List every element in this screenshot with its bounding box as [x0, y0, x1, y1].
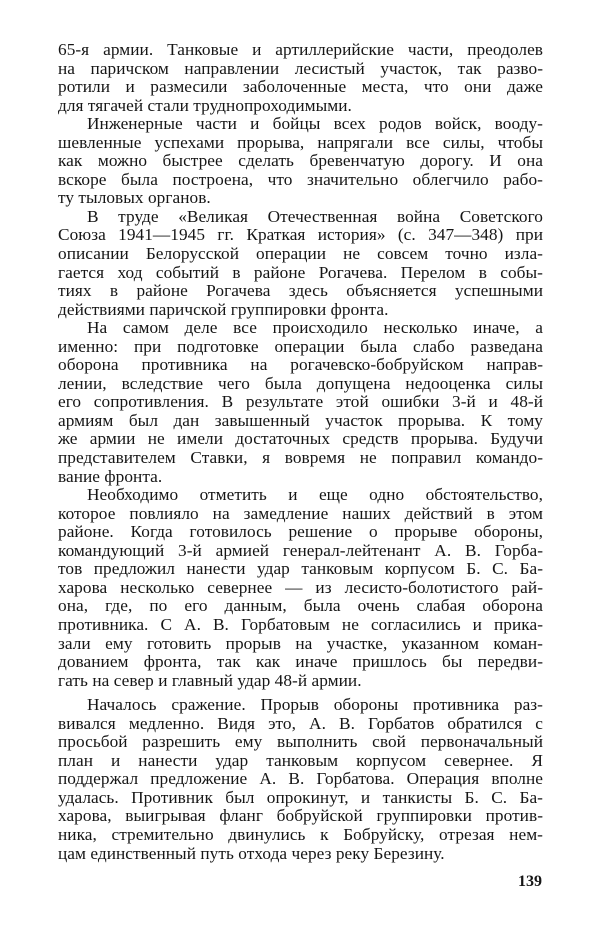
text-line: для тягачей стали труднопроходимыми. — [58, 95, 352, 115]
text-line: представителем Ставки, я вовремя не поправил командо- — [58, 448, 543, 468]
text-line: поддержал предложение А. В. Горбатова. Операция вполне — [58, 769, 543, 789]
paragraph — [58, 41, 543, 115]
text-line: просьбой разрешить ему выполнить свой первоначальный — [58, 732, 543, 752]
text-line: Необходимо отметить и еще одно обстоятельство, — [87, 485, 543, 505]
text-line: армиям был дан завышенный участок прорыва. К тому — [58, 410, 543, 430]
paragraph — [58, 208, 543, 319]
paragraph — [58, 115, 543, 208]
text-line: она, где, по его данным, была очень слабая оборона — [58, 596, 543, 616]
text-line: Инженерные части и бойцы всех родов войск, вооду- — [87, 114, 543, 134]
text-line: гать на север и главный удар 48-й армии. — [58, 670, 362, 690]
text-line: ротили и размесили заболоченные места, что они даже — [58, 77, 543, 97]
text-line: ту тыловых органов. — [58, 188, 211, 208]
text-line: вивался медленно. Видя это, А. В. Горбатов обратился с — [58, 713, 543, 733]
text-line: Союза 1941—1945 гг. Краткая история» (с. 347—348) при — [58, 225, 543, 245]
text-line: дованием фронта, так как иначе пришлось бы передви- — [58, 652, 543, 672]
paragraph — [58, 319, 543, 486]
text-line: план и нанести удар танковым корпусом севернее. Я — [58, 750, 543, 770]
text-line: описании Белорусской операции не совсем точно изла- — [58, 244, 543, 264]
text-line: харова, выигрывая фланг бобруйской группировки против- — [58, 806, 543, 826]
paragraph — [58, 486, 543, 690]
text-line: же армии не имели достаточных средств прорыва. Будучи — [58, 429, 543, 449]
text-line: зали ему готовить прорыв на участке, указанном коман- — [58, 633, 543, 653]
text-line: противника. С А. В. Горбатовым не согласились и прика- — [58, 614, 543, 634]
text-line: 65-я армии. Танковые и артиллерийские части, преодолев — [58, 40, 543, 59]
text-line: Началось сражение. Прорыв обороны противника раз- — [87, 695, 543, 715]
paragraph — [58, 696, 543, 863]
text-line: гается ход событий в районе Рогачева. Перелом в собы- — [58, 262, 543, 282]
text-line: командующий 3-й армией генерал-лейтенант А. В. Горба- — [58, 540, 543, 560]
text-line: шевленные успехами прорыва, напрягали все силы, чтобы — [58, 132, 543, 152]
text-line: районе. Когда готовилось решение о прорыве обороны, — [58, 522, 543, 542]
text-line: оборона противника на рогачевско-бобруйском направ- — [58, 355, 543, 375]
text-line: на паричском направлении лесистый участок, так разво- — [58, 58, 543, 78]
text-line: В труде «Великая Отечественная война Советского — [87, 206, 543, 226]
text-line: харова несколько севернее — из лесисто-болотистого рай- — [58, 577, 543, 597]
text-line: На самом деле все происходило несколько иначе, а — [87, 318, 543, 338]
text-line: удалась. Противник был опрокинут, и танкисты Б. С. Ба- — [58, 787, 543, 807]
text-line: именно: при подготовке операции была слабо разведана — [58, 336, 543, 356]
text-line: лении, вследствие чего была допущена недооценка силы — [58, 373, 543, 393]
text-line: действиями паричской группировки фронта. — [58, 299, 389, 319]
text-line: ника, стремительно двинулись к Бобруйску, отрезая нем- — [58, 824, 543, 844]
body-text — [58, 41, 543, 863]
page-number: 139 — [518, 873, 542, 890]
text-line: вание фронта. — [58, 466, 163, 486]
text-line: вскоре была построена, что значительно облегчило рабо- — [58, 169, 543, 189]
text-line: цам единственный путь отхода через реку Березину. — [58, 843, 445, 863]
text-line: тов предложил нанести удар танковым корпусом Б. С. Ба- — [58, 559, 543, 579]
text-line: которое повлияло на замедление наших действий в этом — [58, 503, 543, 523]
text-line: его сопротивления. В результате этой ошибки 3-й и 48-й — [58, 392, 543, 412]
text-line: как можно быстрее сделать бревенчатую дорогу. И она — [58, 151, 543, 171]
text-line: тиях в районе Рогачева здесь объясняется успешными — [58, 281, 543, 301]
